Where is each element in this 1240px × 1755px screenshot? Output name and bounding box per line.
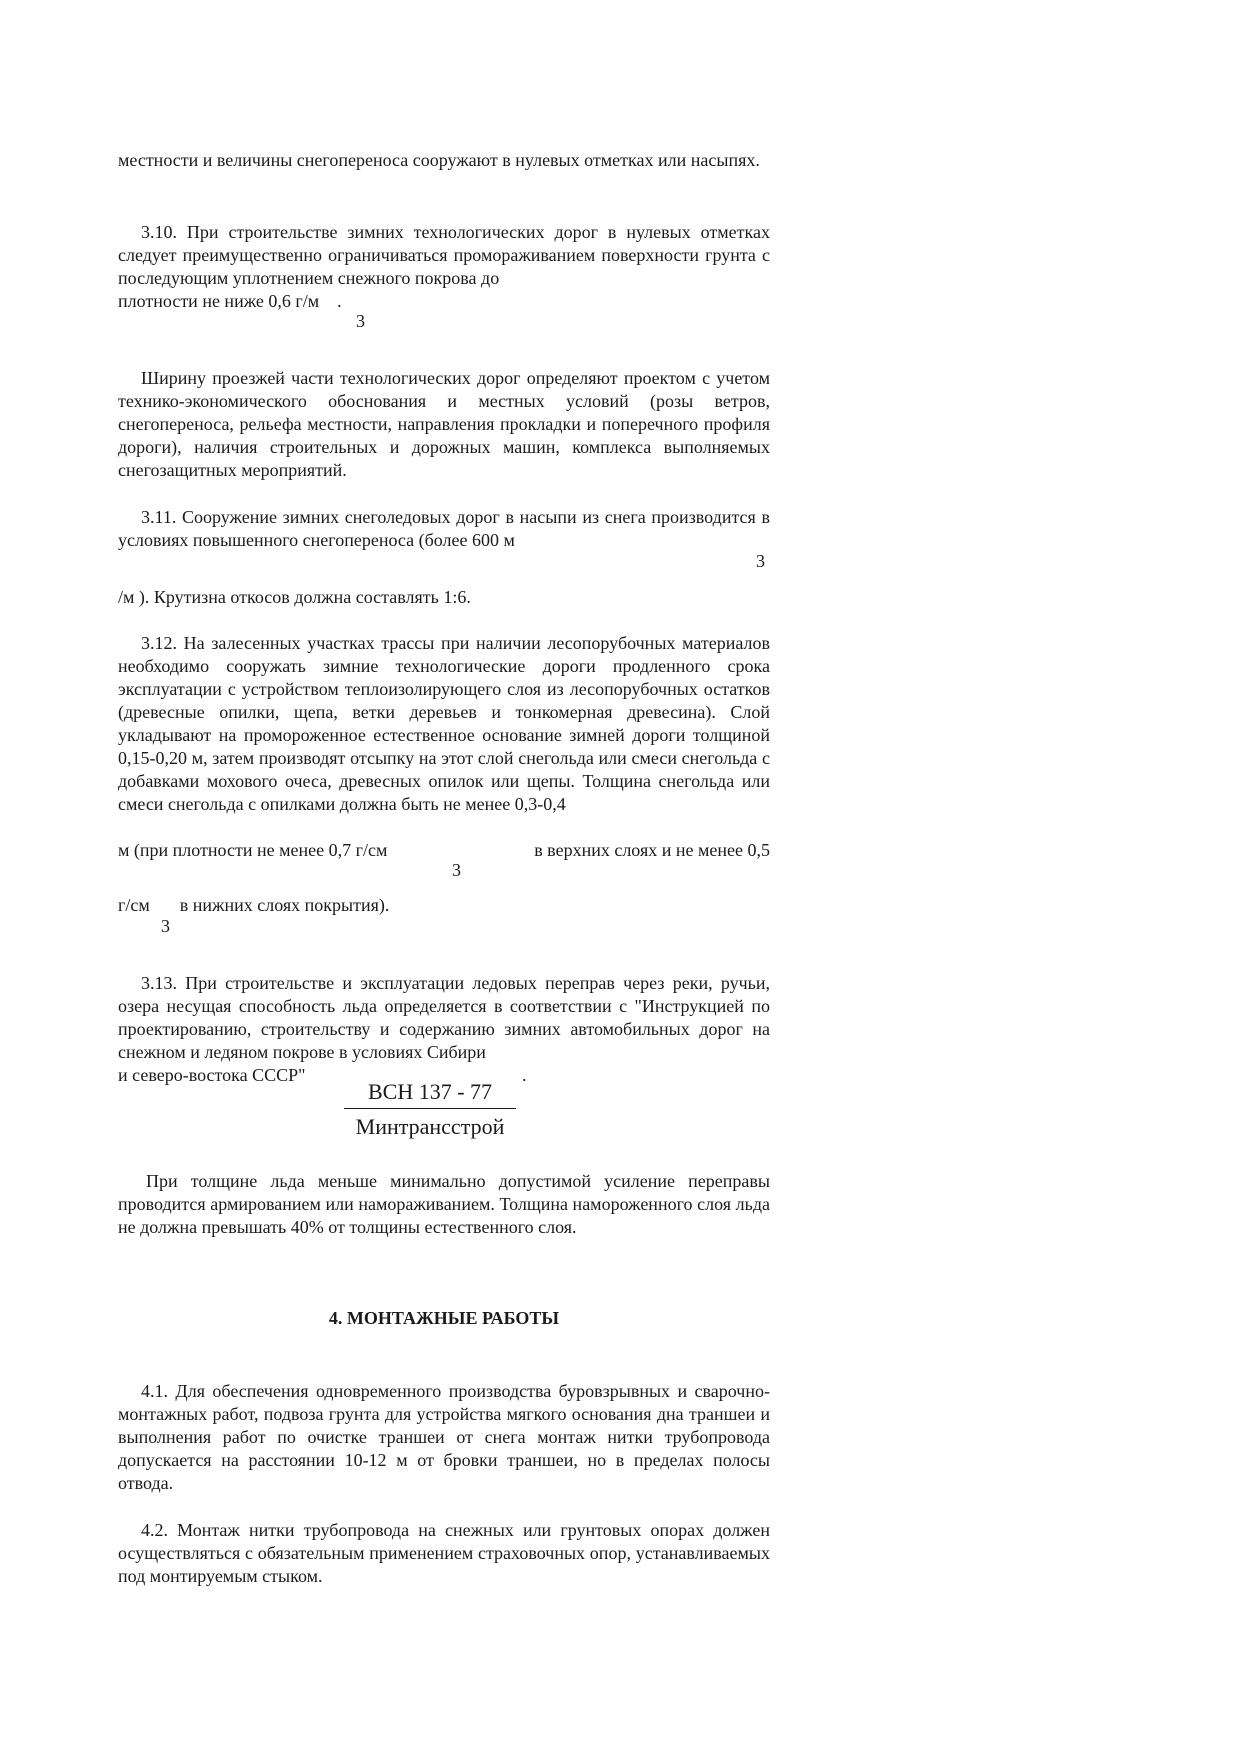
paragraph-intro: местности и величины снегопереноса сооружают в нулевых отметках или насыпях. xyxy=(118,150,760,170)
paragraph-3-12-cont xyxy=(118,894,389,917)
paragraph-3-11: 3.11. Сооружение зимних снеголедовых дорог в насыпи из снега производится в условиях повышенного снегопереноса (более 600 м xyxy=(118,507,770,550)
paragraph-3-12-cont-b: в нижних слоях покрытия). xyxy=(179,895,390,915)
paragraph-ice-thickness: При толщине льда меньше минимально допустимой усиление переправы проводится армированием или намораживанием. Толщина намороженного слоя льда не должна превышать 40% от толщины естественного слоя. xyxy=(118,1171,770,1237)
paragraph-3-13-last-line: и северо-востока СССР" xyxy=(118,1065,306,1085)
superscript-3-12-b: 3 xyxy=(161,916,170,936)
normative-reference-fraction xyxy=(340,1078,520,1141)
paragraph-3-11-cont: /м ). Крутизна откосов должна составлять 1:6. xyxy=(118,587,471,607)
paragraph-3-10: 3.10. При строительстве зимних технологических дорог в нулевых отметках следует преимущественно ограничиваться промораживанием поверхности грунта с последующим уплотнением снежного покрова до xyxy=(118,222,770,288)
paragraph-3-12-last-b: в верхних слоях и не менее 0,5 xyxy=(534,840,770,860)
paragraph-3-13-end: . xyxy=(522,1065,527,1085)
paragraph-3-10-end: . xyxy=(337,291,342,311)
paragraph-3-10-last-text: плотности не ниже 0,6 г/м xyxy=(118,291,320,311)
paragraph-3-12-last-a: м (при плотности не менее 0,7 г/см xyxy=(118,840,388,860)
paragraph-3-10-last-line xyxy=(118,290,342,313)
superscript-3-12-a: 3 xyxy=(452,860,461,880)
paragraph-4-2: 4.2. Монтаж нитки трубопровода на снежных или грунтовых опорах должен осуществляться с обязательным применением страховочных опор, устанавливаемых под монтируемым стыком. xyxy=(118,1520,770,1586)
superscript-3-10: 3 xyxy=(356,311,365,331)
paragraph-road-width: Ширину проезжей части технологических дорог определяют проектом с учетом технико-экономического обоснования и местных условий (розы ветров, снегопереноса, рельефа местности, направления прокладки и поперечного профиля дороги), наличия строительных и дорожных машин, комплекса выполняемых снегозащитных мероприятий. xyxy=(118,368,770,480)
fraction-denominator: Минтрансстрой xyxy=(355,1114,505,1139)
paragraph-4-1: 4.1. Для обеспечения одновременного производства буровзрывных и сварочно-монтажных работ, подвоза грунта для устройства мягкого основания дна траншеи и выполнения работ по очистке траншеи от снега монтаж нитки трубопровода допускается на расстоянии 10-12 м от бровки траншеи, но в пределах полосы отвода. xyxy=(118,1381,770,1493)
section-heading-4: 4. МОНТАЖНЫЕ РАБОТЫ xyxy=(328,1308,560,1328)
superscript-3-11: 3 xyxy=(756,551,765,571)
paragraph-3-13: 3.13. При строительстве и эксплуатации ледовых переправ через реки, ручьи, озера несущая способность льда определяется в соответствии с "Инструкцией по проектированию, строительству и содержанию зимних автомобильных дорог на снежном и ледяном покрове в условиях Сибири xyxy=(118,973,770,1062)
fraction-numerator: ВСН 137 - 77 xyxy=(367,1079,493,1104)
paragraph-3-12: 3.12. На залесенных участках трассы при наличии лесопорубочных материалов необходимо сооружать зимние технологические дороги продленного срока эксплуатации с устройством теплоизолирующего слоя из лесопорубочных остатков (древесные опилки, щепа, ветки деревьев и тонкомерная древесина). Слой укладывают на промороженное естественное основание зимней дороги толщиной 0,15-0,20 м, затем производят отсыпку на этот слой снегольда или смеси снегольда с добавками мохового очеса, древесных опилок или щепы. Толщина снегольда или смеси снегольда с опилками должна быть не менее 0,3-0,4 xyxy=(118,633,770,814)
paragraph-3-12-last-line xyxy=(118,839,770,862)
paragraph-3-12-cont-a: г/см xyxy=(118,895,150,915)
